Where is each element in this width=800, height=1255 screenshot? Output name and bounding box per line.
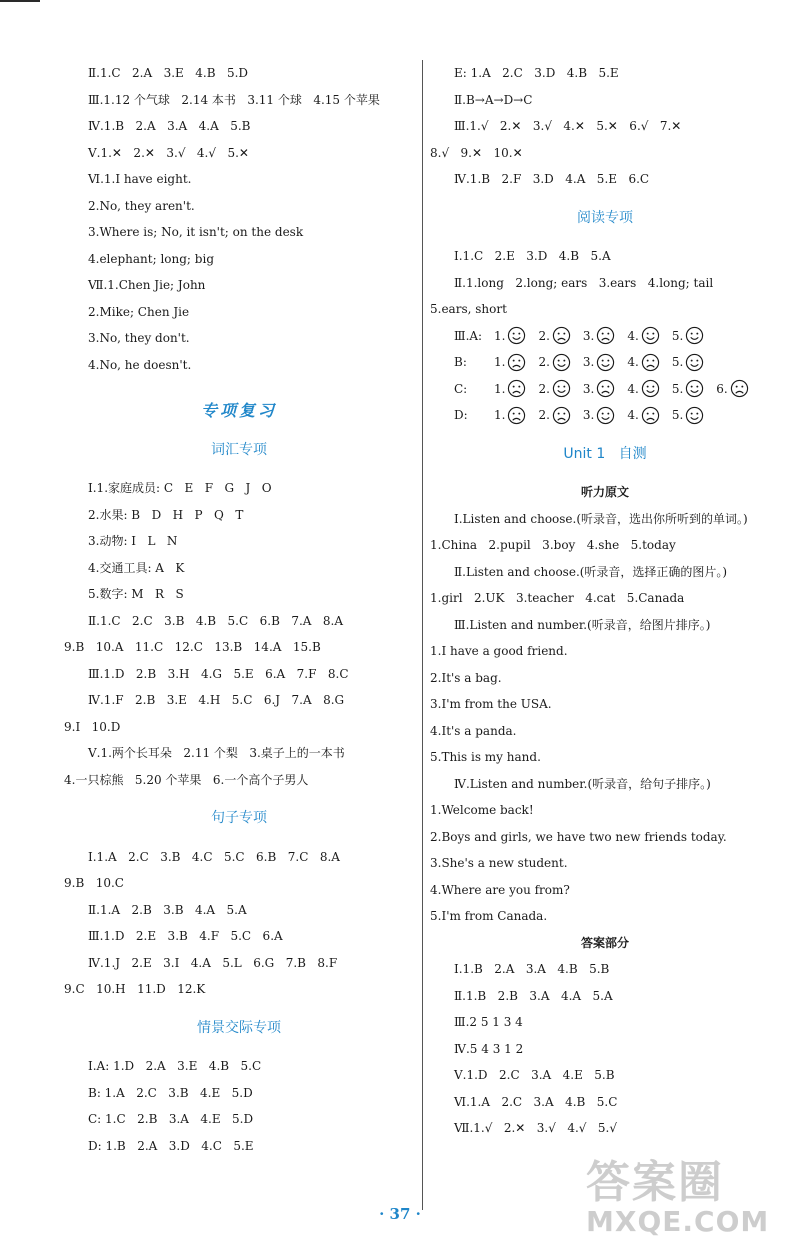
smiley-face-icon xyxy=(685,379,704,398)
watermark-bottom-text: MXQE.COM xyxy=(586,1205,770,1238)
answer-line: Ⅱ.Listen and choose.(听录音，选择正确的图片。) xyxy=(454,564,728,579)
face-item xyxy=(672,323,704,350)
face-item xyxy=(672,402,704,429)
section-heading: Unit 1 自测 xyxy=(563,445,647,462)
section-heading: 句子专项 xyxy=(211,810,267,826)
face-item xyxy=(538,376,570,403)
answer-line: D: 1.B 2.A 3.D 4.C 5.E xyxy=(88,1138,254,1153)
item-number: 5. xyxy=(671,381,684,396)
face-item xyxy=(627,349,659,376)
answer-line: 1.girl 2.UK 3.teacher 4.cat 5.Canada xyxy=(430,591,685,605)
answer-line: 2.It's a bag. xyxy=(430,670,502,685)
answer-line: E: 1.A 2.C 3.D 4.B 5.E xyxy=(454,66,619,80)
face-answer-row xyxy=(430,323,780,350)
spacer xyxy=(430,231,780,243)
answer-line: 1.China 2.pupil 3.boy 4.she 5.today xyxy=(430,538,676,552)
column-divider xyxy=(422,60,423,1210)
answer-line: 9.B 10.A 11.C 12.C 13.B 14.A 15.B xyxy=(64,640,321,654)
answer-line: Ⅱ.1.C 2.A 3.E 4.B 5.D xyxy=(88,66,249,80)
face-item xyxy=(627,402,659,429)
item-number: 1. xyxy=(494,408,506,422)
face-item xyxy=(627,376,659,403)
sad-face-icon xyxy=(552,326,571,345)
spacer xyxy=(64,425,414,437)
answer-line: 4.elephant; long; big xyxy=(88,251,214,266)
smiley-face-icon xyxy=(552,379,571,398)
spacer xyxy=(64,793,414,805)
watermark-top-text: 答案圈 xyxy=(586,1157,724,1208)
item-number: 3. xyxy=(582,381,595,396)
item-number: 4. xyxy=(627,408,639,422)
section-heading: 情景交际专项 xyxy=(197,1019,281,1036)
face-item xyxy=(716,376,748,403)
left-column xyxy=(64,60,414,1159)
answer-line: 4.Where are you from? xyxy=(430,882,570,897)
face-answer-row xyxy=(430,402,780,429)
item-number: 4. xyxy=(627,355,639,369)
smiley-face-icon xyxy=(507,326,526,345)
sad-face-icon xyxy=(641,353,660,372)
section-heading: 阅读专项 xyxy=(577,209,633,226)
face-item xyxy=(538,402,570,429)
answer-line: C: 1.C 2.B 3.A 4.E 5.D xyxy=(88,1112,254,1126)
answer-line: 3.No, they don't. xyxy=(88,331,190,345)
answer-line: 2.No, they aren't. xyxy=(88,198,195,213)
face-item xyxy=(583,349,615,376)
smiley-face-icon xyxy=(685,353,704,372)
answer-line: Ⅲ.Listen and number.(听录音，给图片排序。) xyxy=(454,617,711,632)
face-item xyxy=(672,376,704,403)
row-label: D: xyxy=(454,408,468,422)
smiley-face-icon xyxy=(685,326,704,345)
answer-line: 3.I'm from the USA. xyxy=(430,697,552,711)
answer-line: 8.√ 9.✕ 10.✕ xyxy=(430,145,523,160)
answer-line: Ⅲ.1.12 个气球 2.14 本书 3.11 个球 4.15 个苹果 xyxy=(88,92,380,107)
answer-line: 4.No, he doesn't. xyxy=(88,357,192,372)
answer-line: 2.Boys and girls, we have two new friends today. xyxy=(430,829,727,844)
answer-line: Ⅳ.1.B 2.F 3.D 4.A 5.E 6.C xyxy=(454,172,650,186)
item-number: 1. xyxy=(494,381,506,396)
item-number: 4. xyxy=(627,381,639,396)
item-number: 5. xyxy=(671,408,684,422)
answer-line: Ⅰ.Listen and choose.(听录音，选出你所听到的单词。) xyxy=(454,511,748,526)
smiley-face-icon xyxy=(685,406,704,425)
right-column xyxy=(430,60,780,1142)
face-item xyxy=(538,349,570,376)
answer-line: Ⅳ.5 4 3 1 2 xyxy=(454,1041,524,1056)
answer-line: Ⅳ.1.F 2.B 3.E 4.H 5.C 6.J 7.A 8.G xyxy=(88,693,345,707)
face-answer-row xyxy=(430,349,780,376)
answer-line: 5.数字: M R S xyxy=(88,587,184,601)
watermark xyxy=(586,1157,796,1250)
section-heading: 词汇专项 xyxy=(211,441,267,458)
answer-line: Ⅲ.1.√ 2.✕ 3.√ 4.✕ 5.✕ 6.√ 7.✕ xyxy=(454,119,682,133)
answer-line: Ⅰ.1.家庭成员: C E F G J O xyxy=(88,481,272,495)
spacer xyxy=(64,463,414,475)
answer-line: Ⅲ.2 5 1 3 4 xyxy=(454,1015,523,1029)
smiley-face-icon xyxy=(641,326,660,345)
spacer xyxy=(430,467,780,479)
answer-line: Ⅲ.1.D 2.E 3.B 4.F 5.C 6.A xyxy=(88,929,283,943)
sad-face-icon xyxy=(730,379,749,398)
smiley-face-icon xyxy=(596,353,615,372)
answer-line: Ⅱ.1.A 2.B 3.B 4.A 5.A xyxy=(88,902,247,917)
spacer xyxy=(64,378,414,398)
answer-line: B: 1.A 2.C 3.B 4.E 5.D xyxy=(88,1085,253,1100)
answer-line: Ⅱ.1.long 2.long; ears 3.ears 4.long; tail xyxy=(454,275,714,290)
section-heading: 答案部分 xyxy=(580,935,629,950)
answer-line: 3.Where is; No, it isn't; on the desk xyxy=(88,225,304,239)
answer-line: Ⅴ.1.✕ 2.✕ 3.√ 4.√ 5.✕ xyxy=(88,145,249,160)
sad-face-icon xyxy=(552,406,571,425)
spacer xyxy=(64,1003,414,1015)
item-number: 6. xyxy=(716,381,728,396)
item-number: 2. xyxy=(538,328,550,343)
answer-line: Ⅳ.1.J 2.E 3.I 4.A 5.L 6.G 7.B 8.F xyxy=(88,955,338,970)
sad-face-icon xyxy=(507,379,526,398)
item-number: 2. xyxy=(538,355,550,369)
row-label: Ⅲ.A: xyxy=(454,328,483,343)
answer-line: 4.交通工具: A K xyxy=(88,560,185,575)
answer-line: Ⅰ.1.C 2.E 3.D 4.B 5.A xyxy=(454,249,611,263)
answer-line: 4.It's a panda. xyxy=(430,723,517,738)
item-number: 2. xyxy=(538,408,550,422)
sad-face-icon xyxy=(596,379,615,398)
row-label: C: xyxy=(454,381,468,396)
right-bottom-section xyxy=(430,429,780,1142)
answer-line: 2.水果: B D H P Q T xyxy=(88,507,244,522)
face-answer-row xyxy=(430,376,780,403)
sad-face-icon xyxy=(641,406,660,425)
item-number: 3. xyxy=(582,355,595,369)
face-item xyxy=(494,349,526,376)
item-number: 2. xyxy=(538,381,550,396)
answer-line: Ⅳ.Listen and number.(听录音，给句子排序。) xyxy=(454,776,711,791)
answer-line: 5.This is my hand. xyxy=(430,750,541,764)
face-item xyxy=(583,376,615,403)
item-number: 1. xyxy=(494,355,506,369)
answer-line: Ⅲ.1.D 2.B 3.H 4.G 5.E 6.A 7.F 8.C xyxy=(88,666,349,681)
face-item xyxy=(538,323,570,350)
section-heading: 专项复习 xyxy=(200,401,277,420)
answer-line: 3.She's a new student. xyxy=(430,856,568,870)
item-number: 5. xyxy=(671,355,684,369)
row-label: B: xyxy=(454,355,467,369)
answer-line: Ⅱ.B→A→D→C xyxy=(454,92,533,107)
answer-line: 9.B 10.C xyxy=(64,876,124,890)
answer-line: 1.Welcome back! xyxy=(430,803,534,817)
answer-line: 1.I have a good friend. xyxy=(430,644,568,658)
answer-line: 9.I 10.D xyxy=(64,719,121,734)
answer-line: 2.Mike; Chen Jie xyxy=(88,304,190,319)
item-number: 4. xyxy=(627,328,639,343)
smiley-face-icon xyxy=(641,379,660,398)
smiley-answer-rows xyxy=(430,323,780,429)
face-item xyxy=(494,323,526,350)
smiley-face-icon xyxy=(552,353,571,372)
answer-line: Ⅱ.1.C 2.C 3.B 4.B 5.C 6.B 7.A 8.A xyxy=(88,613,343,628)
smiley-face-icon xyxy=(596,406,615,425)
answer-line: 4.一只棕熊 5.20 个苹果 6.一个高个子男人 xyxy=(64,772,309,787)
answer-line: Ⅵ.1.I have eight. xyxy=(88,172,192,186)
answer-line: Ⅴ.1.两个长耳朵 2.11 个梨 3.桌子上的一本书 xyxy=(88,746,345,760)
item-number: 3. xyxy=(582,408,595,422)
answer-line: 5.ears, short xyxy=(430,302,507,316)
spacer xyxy=(64,1041,414,1053)
spacer xyxy=(64,832,414,844)
top-rule xyxy=(0,0,40,2)
answer-line: Ⅰ.A: 1.D 2.A 3.E 4.B 5.C xyxy=(88,1059,262,1073)
answer-line: 3.动物: I L N xyxy=(88,534,178,548)
section-heading: 听力原文 xyxy=(580,485,629,499)
face-item xyxy=(494,402,526,429)
spacer xyxy=(430,429,780,441)
item-number: 5. xyxy=(671,328,684,343)
answer-line: Ⅶ.1.Chen Jie; John xyxy=(88,278,206,292)
right-top-section xyxy=(430,60,780,323)
face-item xyxy=(627,323,659,350)
answer-line: Ⅴ.1.D 2.C 3.A 4.E 5.B xyxy=(454,1068,615,1082)
answer-line: Ⅵ.1.A 2.C 3.A 4.B 5.C xyxy=(454,1094,618,1109)
face-item xyxy=(494,376,526,403)
face-item xyxy=(672,349,704,376)
page-number: · 37 · xyxy=(379,1205,421,1223)
face-item xyxy=(583,402,615,429)
answer-line: Ⅰ.1.B 2.A 3.A 4.B 5.B xyxy=(454,962,610,976)
face-item xyxy=(583,323,615,350)
sad-face-icon xyxy=(507,353,526,372)
sad-face-icon xyxy=(507,406,526,425)
item-number: 1. xyxy=(494,328,506,343)
item-number: 3. xyxy=(582,328,595,343)
answer-line: Ⅶ.1.√ 2.✕ 3.√ 4.√ 5.√ xyxy=(454,1121,617,1135)
spacer xyxy=(430,193,780,205)
answer-line: Ⅰ.1.A 2.C 3.B 4.C 5.C 6.B 7.C 8.A xyxy=(88,849,340,864)
answer-line: Ⅳ.1.B 2.A 3.A 4.A 5.B xyxy=(88,119,251,133)
answer-line: 9.C 10.H 11.D 12.K xyxy=(64,982,206,996)
answer-line: 5.I'm from Canada. xyxy=(430,909,548,923)
sad-face-icon xyxy=(596,326,615,345)
answer-line: Ⅱ.1.B 2.B 3.A 4.A 5.A xyxy=(454,988,613,1003)
